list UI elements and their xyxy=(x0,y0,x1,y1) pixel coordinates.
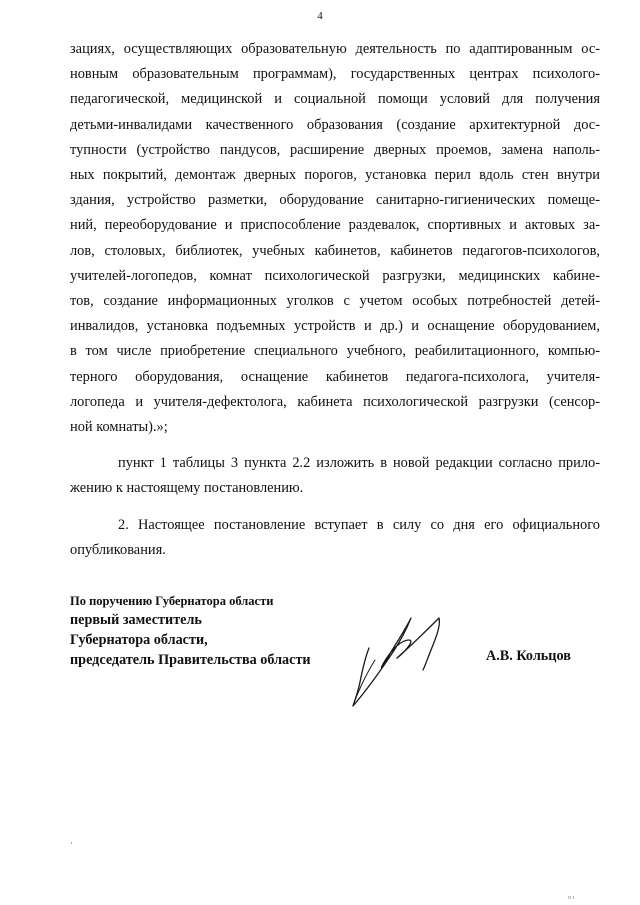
body-line: педагогической, медицинской и социальной помощи условий для получения xyxy=(70,91,600,108)
body-line: жению к настоящему постановлению. xyxy=(70,480,304,497)
body-line: в том числе приобретение специального учебного, реабилитационного, компью- xyxy=(70,343,600,360)
body-line: здания, устройство разметки, оборудование санитарно-гигиенических помеще- xyxy=(70,192,600,209)
body-line: лов, столовых, библиотек, учебных кабинетов, кабинетов педагогов-психологов, xyxy=(70,242,600,259)
page-number: 4 xyxy=(317,10,323,22)
scan-artifact xyxy=(71,842,72,844)
body-line: тупности (устройство пандусов, расширение дверных проемов, замена наполь- xyxy=(70,141,600,158)
body-line: инвалидов, установка подъемных устройств и др.) и оснащение оборудованием, xyxy=(70,318,600,335)
body-line: ний, переоборудование и приспособление раздевалок, спортивных и актовых за- xyxy=(70,217,600,234)
body-line: учителей-логопедов, комнат психологической разгрузки, медицинских кабине- xyxy=(70,267,600,284)
body-line: пункт 1 таблицы 3 пункта 2.2 изложить в новой редакции согласно прило- xyxy=(118,455,600,472)
body-line: опубликования. xyxy=(70,541,166,558)
body-line: тов, создание информационных уголков с учетом особых потребностей детей- xyxy=(70,293,600,310)
handwritten-signature xyxy=(335,610,455,715)
signatory-authority-line: По поручению Губернатора области xyxy=(70,594,274,608)
signatory-name: А.В. Кольцов xyxy=(486,648,571,664)
body-line: 2. Настоящее постановление вступает в силу со дня его официального xyxy=(118,516,600,533)
body-line: зациях, осуществляющих образовательную деятельность по адаптированным ос- xyxy=(70,41,600,57)
body-line: логопеда и учителя-дефектолога, кабинета психологической разгрузки (сенсор- xyxy=(70,393,600,410)
signatory-position-line: председатель Правительства области xyxy=(70,652,311,668)
body-line: новным образовательным программам), государственных центрах психолого- xyxy=(70,66,600,83)
document-body xyxy=(70,37,600,563)
body-line: детьми-инвалидами качественного образования (создание архитектурной дос- xyxy=(70,116,600,133)
scan-artifact: п ı xyxy=(568,895,575,901)
signatory-position-line: первый заместитель xyxy=(70,612,202,628)
body-line: ных покрытий, демонтаж дверных порогов, установка перил вдоль стен внутри xyxy=(70,167,600,184)
body-line: ной комнаты).»; xyxy=(70,419,168,436)
signature-block xyxy=(70,592,311,670)
body-line: терного оборудования, оснащение кабинетов педагога-психолога, учителя- xyxy=(70,368,600,385)
signatory-position-line: Губернатора области, xyxy=(70,632,208,648)
